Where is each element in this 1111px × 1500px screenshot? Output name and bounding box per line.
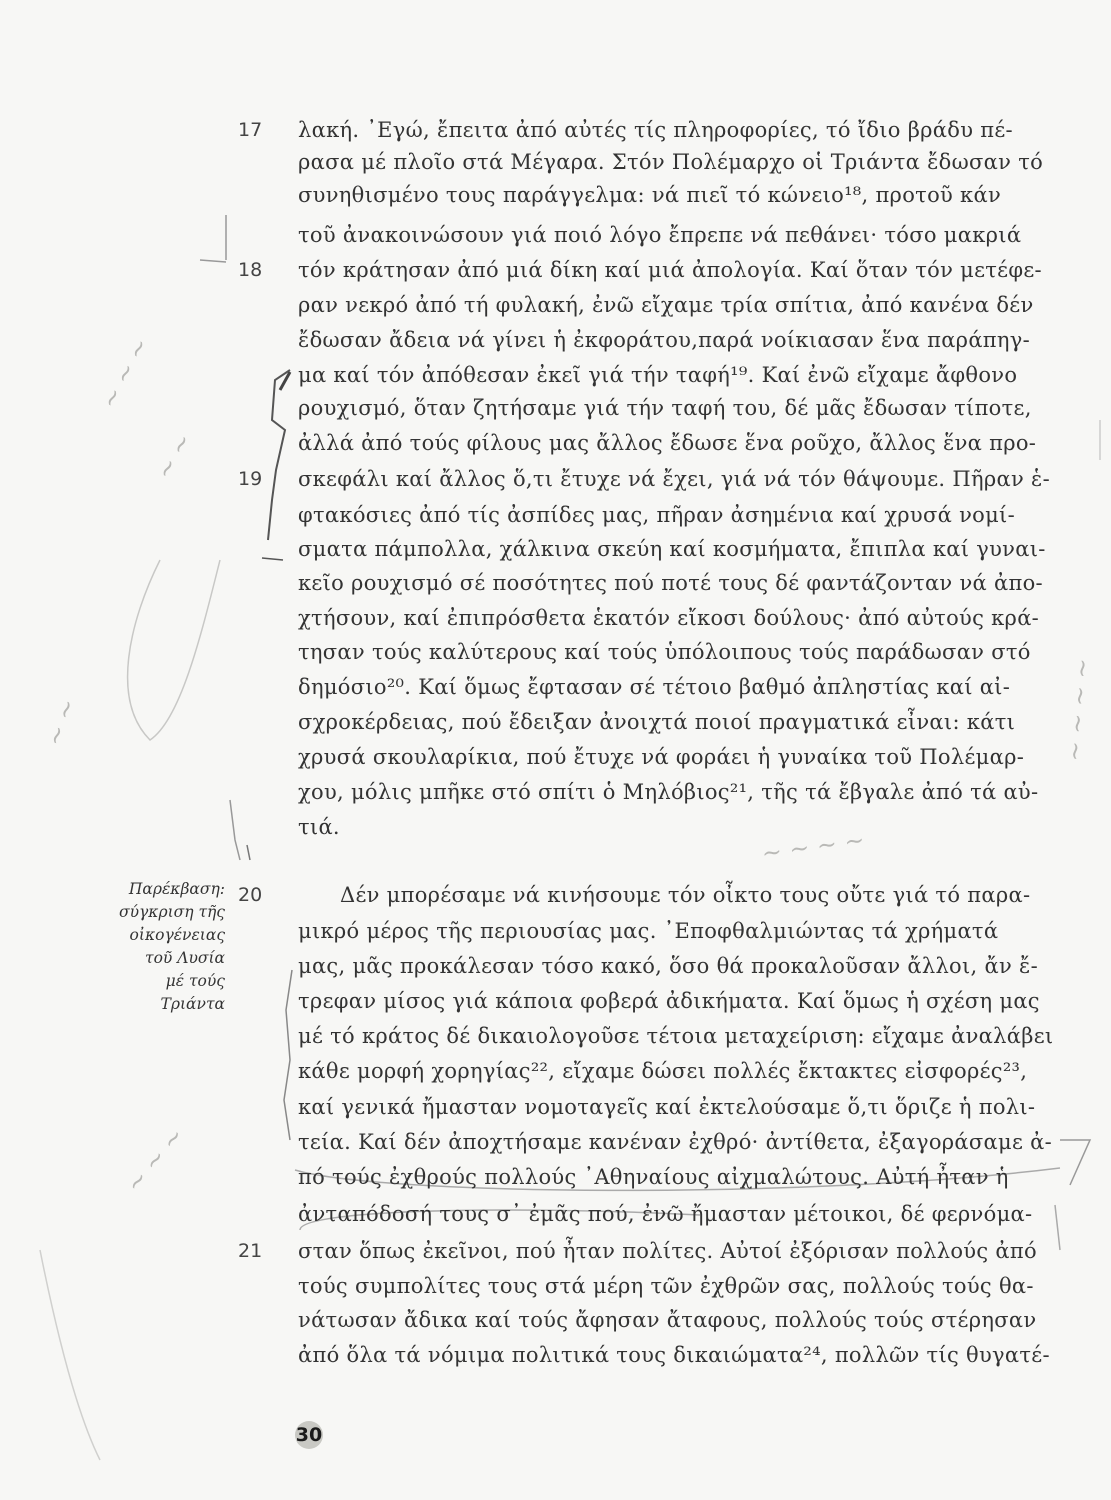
text-line: ρουχισμό, ὅταν ζητήσαμε γιά τήν ταφή του, δέ μᾶς ἔδωσαν τίποτε, [298,396,1032,420]
marginal-note-line: οἰκογένειας [129,926,225,944]
text-line: Δέν μπορέσαμε νά κινήσουμε τόν οἶκτο τους οὔτε γιά τό παρα- [340,883,1031,907]
text-line: νάτωσαν ἄδικα καί τούς ἄφησαν ἄταφους, πολλούς τούς στέρησαν [298,1308,1037,1332]
text-line: τόν κράτησαν ἀπό μιά δίκη καί μιά ἀπολογία. Καί ὅταν τόν μετέφε- [298,258,1042,282]
text-line: μέ τό κράτος δέ δικαιολογοῦσε τέτοια μεταχείριση: εἴχαμε ἀναλάβει [298,1024,1054,1048]
text-line: τοῦ ἀνακοινώσουν γιά ποιό λόγο ἔπρεπε νά πεθάνει· τόσο μακριά [298,223,1022,247]
text-line: χρυσά σκουλαρίκια, πού ἔτυχε νά φοράει ἡ γυναίκα τοῦ Πολέμαρ- [298,745,1025,769]
text-line: δημόσιο²⁰. Καί ὅμως ἔφτασαν σέ τέτοιο βαθμό ἀπληστίας καί αἰ- [298,675,1011,699]
text-line: ἀλλά ἀπό τούς φίλους μας ἄλλος ἔδωσε ἕνα ροῦχο, ἄλλος ἕνα προ- [298,431,1037,455]
text-line: μας, μᾶς προκάλεσαν τόσο κακό, ὅσο θά προκαλοῦσαν ἄλλοι, ἄν ἔ- [298,954,1038,978]
text-line: τεία. Καί δέν ἀποχτήσαμε κανέναν ἐχθρό· ἀντίθετα, ἐξαγοράσαμε ἀ- [298,1130,1052,1154]
page-number: 30 [292,1418,326,1452]
text-line: σταν ὅπως ἐκεῖνοι, πού ἦταν πολίτες. Αὐτοί ἐξόρισαν πολλούς ἀπό [298,1239,1037,1263]
marginal-note-line: μέ τούς [165,972,225,990]
text-line: συνηθισμένο τους παράγγελμα: νά πιεῖ τό κώνειο¹⁸, προτοῦ κάν [298,183,1002,207]
pencil-scribble: ~ ~ [40,695,83,750]
text-line: πό τούς ἐχθρούς πολλούς ᾿Αθηναίους αἰχμαλώτους. Αὐτή ἦταν ἡ [298,1165,1009,1189]
marginal-note-line: σύγκριση τῆς [119,903,225,921]
text-line: κάθε μορφή χορηγίας²², εἴχαμε δώσει πολλές ἔκτακτες εἰσφορές²³, [298,1059,1028,1083]
text-line: τησαν τούς καλύτερους καί τούς ὑπόλοιπους τούς παράδωσαν στό [298,640,1031,664]
pencil-scribble: ~ ~ [150,428,199,484]
marginal-note [95,878,225,1016]
section-number: 18 [238,259,263,281]
pencil-scribble: ~ ~ ~ [95,333,156,414]
text-line: καί γενικά ἤμασταν νομοταγεῖς καί ἐκτελούσαμε ὅ,τι ὅριζε ἡ πολι- [298,1095,1036,1119]
section-number: 17 [238,119,263,141]
text-line: σχροκέρδειας, πού ἔδειξαν ἀνοιχτά ποιοί πραγματικά εἶναι: κάτι [298,710,1016,734]
bracket-mark [268,370,290,540]
text-line: σματα πάμπολλα, χάλκινα σκεύη καί κοσμήματα, ἔπιπλα καί γυναι- [298,537,1046,561]
marginal-note-line: Τριάντα [160,995,225,1013]
text-line: τρεφαν μίσος γιά κάποια φοβερά ἀδικήματα. Καί ὅμως ἡ σχέση μας [298,989,1040,1013]
text-line: τούς συμπολίτες τους στά μέρη τῶν ἐχθρῶν σας, πολλούς τούς θα- [298,1274,1034,1298]
text-line: ραν νεκρό ἀπό τή φυλακή, ἐνῶ εἴχαμε τρία σπίτια, ἀπό κανένα δέν [298,293,1034,317]
text-line: ρασα μέ πλοῖο στά Μέγαρα. Στόν Πολέμαρχο οἱ Τριάντα ἔδωσαν τό [298,150,1044,174]
pencil-scribble: ~ ~ ~ [120,1122,191,1198]
text-line: μικρό μέρος τῆς περιουσίας μας. ᾿Εποφθαλμιώντας τά χρήματά [298,919,999,943]
text-line: κεῖο ρουχισμό σέ ποσότητες πού ποτέ τους δέ φαντάζονταν νά ἀπο- [298,571,1043,595]
marginal-note-line: τοῦ Λυσία [145,949,225,967]
text-line: ἔδωσαν ἄδεια νά γίνει ἡ ἐκφοράτου,παρά νοίκιασαν ἕνα παράπηγ- [298,328,1031,352]
pencil-scribble: ~ ~ ~ ~ [1060,657,1097,763]
text-line: ἀνταπόδοσή τους σ᾽ ἐμᾶς πού, ἐνῶ ἤμασταν μέτοικοι, δέ φερνόμα- [298,1202,1033,1226]
text-line: μα καί τόν ἀπόθεσαν ἐκεῖ γιά τήν ταφή¹⁹. Καί ἐνῶ εἴχαμε ἄφθονο [298,363,1018,387]
section-number: 20 [238,884,263,906]
text-line: χτήσουν, καί ἐπιπρόσθετα ἑκατόν εἴκοσι δούλους· ἀπό αὐτούς κρά- [298,606,1040,630]
pencil-scribble: ~ ~ ~ ~ [760,825,867,868]
marginal-note-line: Παρέκβαση: [128,880,225,898]
text-line: ἀπό ὅλα τά νόμιμα πολιτικά τους δικαιώματα²⁴, πολλῶν τίς θυγατέ- [298,1343,1050,1367]
text-line: χου, μόλις μπῆκε στό σπίτι ὁ Μηλόβιος²¹, τῆς τά ἔβγαλε ἀπό τά αὐ- [298,780,1039,804]
section-number: 21 [238,1240,263,1262]
text-line: λακή. ᾿Εγώ, ἔπειτα ἀπό αὐτές τίς πληροφορίες, τό ἴδιο βράδυ πέ- [298,118,1013,142]
text-line: τιά. [298,815,340,839]
section-number: 19 [238,468,263,490]
text-line: φτακόσιες ἀπό τίς ἀσπίδες μας, πῆραν ἀσημένια καί χρυσά νομί- [298,503,1015,527]
text-line: σκεφάλι καί ἄλλος ὅ,τι ἔτυχε νά ἔχει, γιά νά τόν θάψουμε. Πῆραν ἑ- [298,467,1050,491]
